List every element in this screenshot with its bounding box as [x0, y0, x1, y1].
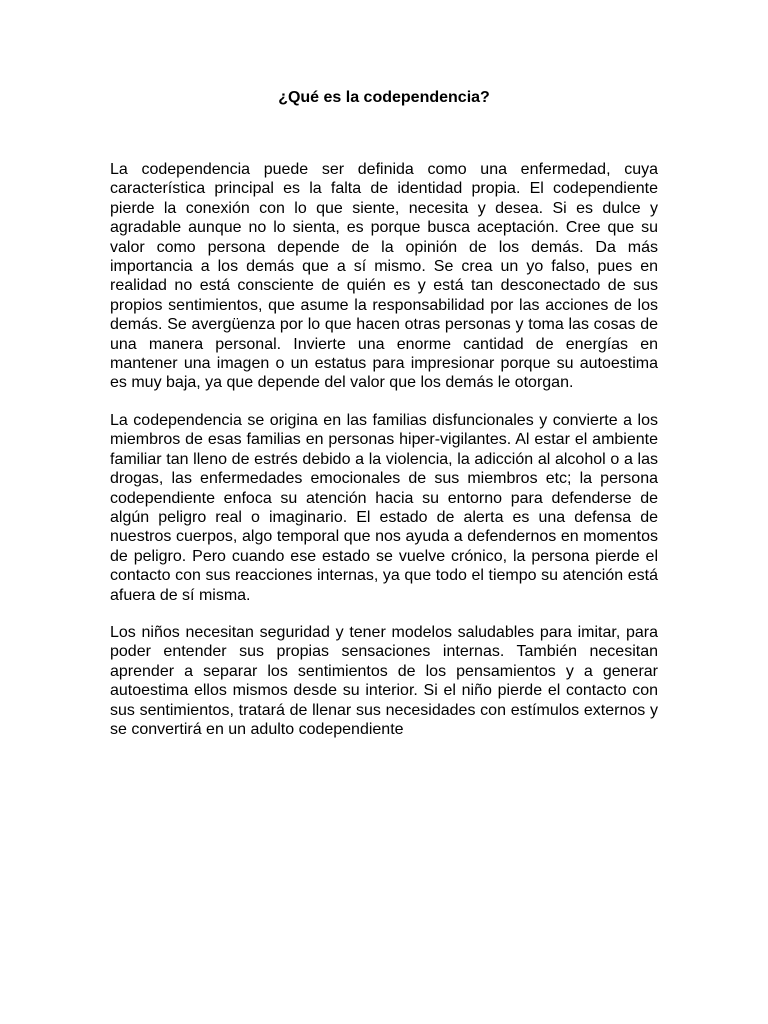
document-body [110, 160, 658, 757]
paragraph-1: La codependencia puede ser definida como una enfermedad, cuya característica principal es la falta de identidad propia. El codependiente pierde la conexión con lo que siente, necesita y desea. Si es dulce y agradable aunque no lo sienta, es porque busca aceptación. Cree que su valor como persona depende de la opinión de los demás. Da más importancia a los demás que a sí mismo. Se crea un yo falso, pues en realidad no está consciente de quién es y está tan desconectado de sus propios sentimientos, que asume la responsabilidad por las acciones de los demás. Se avergüenza por lo que hacen otras personas y toma las cosas de una manera personal. Invierte una enorme cantidad de energías en mantener una imagen o un estatus para impresionar porque su autoestima es muy baja, ya que depende del valor que los demás le otorgan. [110, 161, 658, 392]
document-title: ¿Qué es la codependencia? [278, 89, 490, 106]
paragraph-3: Los niños necesitan seguridad y tener modelos saludables para imitar, para poder entender sus propias sensaciones internas. También necesitan aprender a separar los sentimientos de los pensamientos y a generar autoestima ellos mismos desde su interior. Si el niño pierde el contacto con sus sentimientos, tratará de llenar sus necesidades con estímulos externos y se convertirá en un adulto codependiente [110, 623, 658, 738]
paragraph-2: La codependencia se origina en las familias disfuncionales y convierte a los miembros de esas familias en personas hiper-vigilantes. Al estar el ambiente familiar tan lleno de estrés debido a la violencia, la adicción al alcohol o a las drogas, las enfermedades emocionales de sus miembros etc; la persona codependiente enfoca su atención hacia su entorno para defenderse de algún peligro real o imaginario. El estado de alerta es una defensa de nuestros cuerpos, algo temporal que nos ayuda a defendernos en momentos de peligro. Pero cuando ese estado se vuelve crónico, la persona pierde el contacto con sus reacciones internas, ya que todo el tiempo su atención está afuera de sí misma. [110, 411, 658, 604]
